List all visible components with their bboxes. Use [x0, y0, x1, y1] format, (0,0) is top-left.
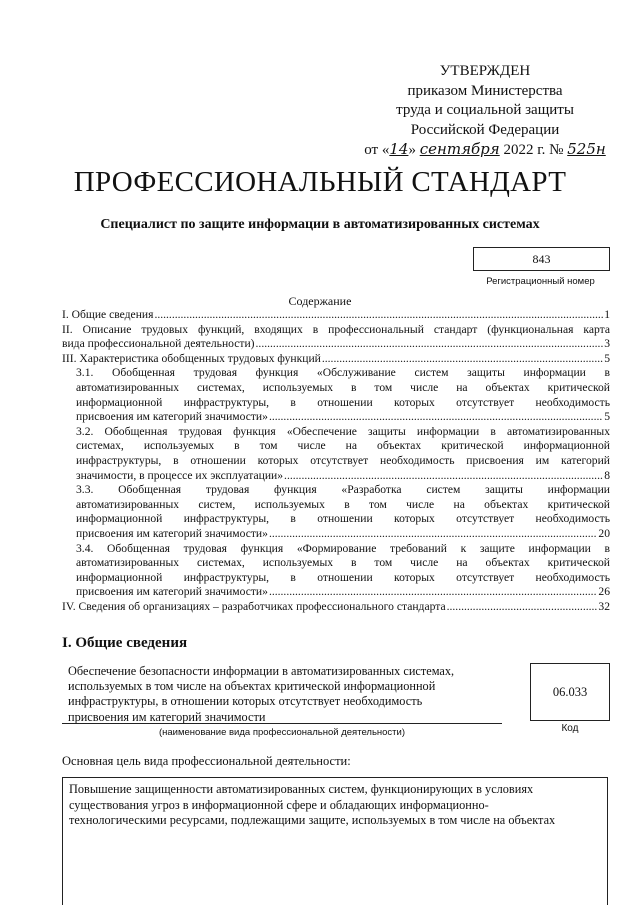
toc-page-number: 26 [598, 585, 610, 599]
approval-line: Российской Федерации [410, 121, 560, 138]
toc-page-number: 20 [598, 526, 610, 540]
document-title: ПРОФЕССИОНАЛЬНЫЙ СТАНДАРТ [73, 166, 567, 198]
toc-entry[interactable]: 3.1. Обобщенная трудовая функция «Обслуживание систем защиты информации в автоматизированных системах, используемых в том числе на объектах критической информационной инфраструктуры, в отношении которых отсутствует необходимость присвоения им категорий значимости» ..... 5 [62, 366, 610, 424]
toc-entry[interactable]: 3.4. Обобщенная трудовая функция «Формирование требований к защите информации в автоматизированных системах, используемых в том числе на объектах критической информационной инфраструктуры, в отношении которых отсутствует необходимость присвоения им категорий значимости» ..... 26 [62, 542, 610, 600]
goal-text: Повышение защищенности автоматизированных систем, функционирующих в условиях существования угроз в информационной сфере и обладающих информационно- технологическими ресурсами, подлежащими защите, используемых в том числе на объектах [69, 782, 556, 828]
goal-label: Основная цель вида профессиональной деятельности: [62, 754, 351, 768]
order-number: 525н [567, 140, 606, 158]
toc-entry[interactable]: II. Описание трудовых функций, входящих в профессиональный стандарт (функциональная карта вида профессиональной деятельности) ..... 3 [62, 323, 610, 352]
toc-page-number: 32 [598, 599, 610, 613]
divider [62, 723, 502, 724]
toc-entry[interactable]: 3.2. Обобщенная трудовая функция «Обеспечение защиты информации в автоматизированных системах, используемых в том числе на объектах критической информационной инфраструктуры, в отношении которых отсутствует необходимость присвоения им категорий значимости, в процессе их эксплуатации» ..... 8 [62, 425, 610, 483]
date-day: 14 [389, 140, 409, 158]
toc-page-number: 3 [604, 337, 610, 351]
approval-line: труда и социальной защиты [396, 102, 574, 118]
code-caption: Код [561, 723, 579, 734]
date-year: 2022 г. № [503, 142, 564, 158]
toc-page-number: 1 [604, 308, 610, 321]
goal-box [62, 777, 608, 905]
toc-entry[interactable]: III. Характеристика обобщенных трудовых функций ..... 5 [62, 352, 610, 367]
section-heading: I. Общие сведения [62, 635, 188, 651]
activity-caption: (наименование вида профессиональной деятельности) [158, 727, 406, 738]
toc-page-number: 8 [604, 468, 610, 482]
toc-page-number: 5 [604, 351, 610, 365]
date-mid: » [408, 142, 420, 158]
toc-page-number: 5 [604, 410, 610, 424]
activity-name: Обеспечение безопасности информации в автоматизированных системах, используемых в том числе на объектах критической информационной инфраструктуры, в отношении которых отсутствует необходимость присвоения им категорий значимости [68, 664, 455, 724]
toc-entry[interactable]: I. Общие сведения ..... 1 [62, 308, 610, 323]
toc-entry[interactable]: 3.3. Обобщенная трудовая функция «Разработка систем защиты информации автоматизированных систем, используемых в том числе на объектах критической информационной инфраструктуры, в отношении которых отсутствует необходимость присвоения им категорий значимости» ..... 20 [62, 483, 610, 541]
date-prefix: от « [364, 142, 390, 158]
approval-line: приказом Министерства [407, 82, 563, 99]
registration-number-box: 843 [473, 247, 610, 271]
toc-entry[interactable]: IV. Сведения об организациях – разработчиках профессионального стандарта ..... 32 [62, 600, 610, 615]
registration-caption: Регистрационный номер [486, 276, 595, 287]
activity-code-box: 06.033 [530, 663, 610, 721]
approval-date-line [360, 140, 610, 161]
toc-title: Содержание [288, 294, 352, 308]
approval-block [360, 62, 610, 161]
table-of-contents [62, 308, 610, 614]
date-month: сентября [419, 140, 500, 158]
approval-title: УТВЕРЖДЕН [439, 63, 531, 79]
document-subtitle: Специалист по защите информации в автоматизированных системах [100, 217, 540, 232]
